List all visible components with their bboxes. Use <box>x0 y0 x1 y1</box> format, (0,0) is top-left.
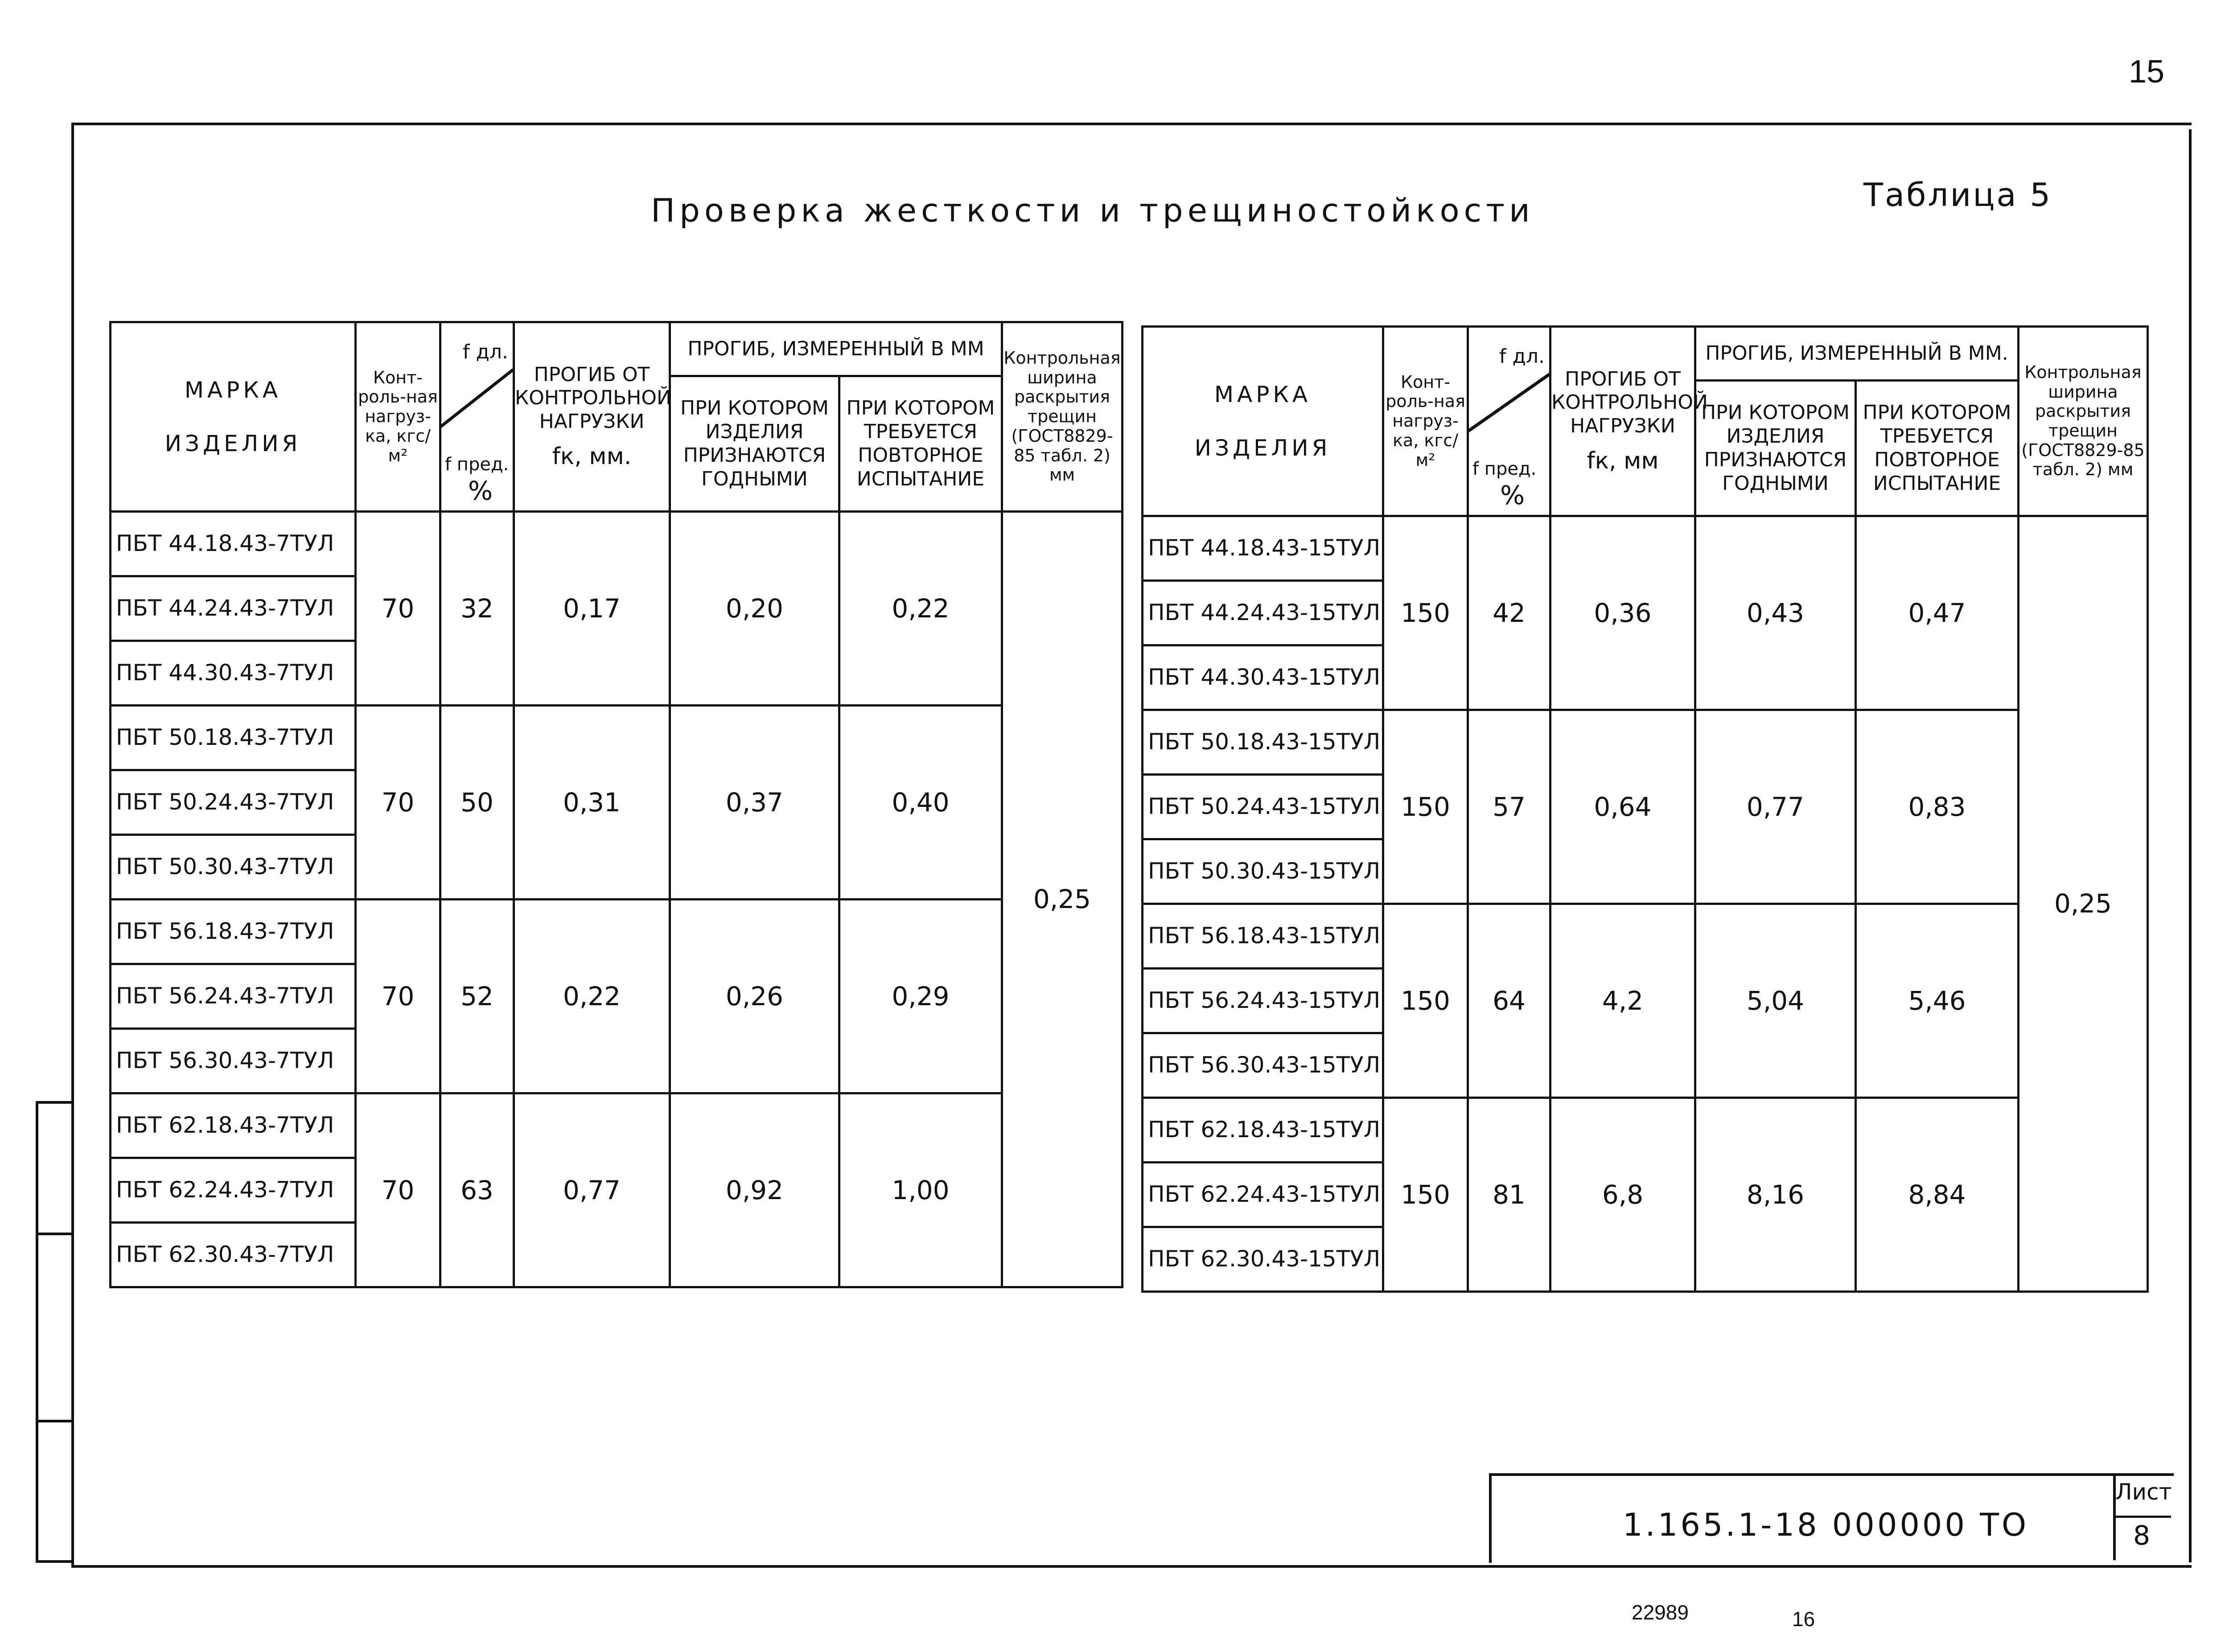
percent-value: 81 <box>1468 1098 1550 1292</box>
header-measured: ПРОГИБ, ИЗМЕРЕННЫЙ В ММ <box>670 322 1002 376</box>
table-row <box>111 706 1123 770</box>
product-mark: ПБТ 56.30.43-7ТУЛ <box>111 1029 356 1093</box>
deflection-fk-value: 6,8 <box>1550 1098 1695 1292</box>
header-measured: ПРОГИБ, ИЗМЕРЕННЫЙ В ММ. <box>1695 327 2019 381</box>
margin-stub-1 <box>36 1101 71 1104</box>
header-fit: ПРИ КОТОРОМ ИЗДЕЛИЯ ПРИЗНАЮТСЯ ГОДНЫМИ <box>670 376 839 512</box>
table-row <box>1143 516 2148 581</box>
deflection-fit-value: 0,77 <box>1695 710 1856 904</box>
product-mark: ПБТ 50.24.43-7ТУЛ <box>111 770 356 835</box>
control-load-value: 70 <box>356 706 440 900</box>
percent-value: 32 <box>440 512 514 706</box>
deflection-retest-value: 0,40 <box>839 706 1002 900</box>
margin-stub-3 <box>36 1420 71 1422</box>
deflection-retest-value: 0,22 <box>839 512 1002 706</box>
deflection-fit-value: 0,20 <box>670 512 839 706</box>
deflection-fit-value: 0,43 <box>1695 516 1856 710</box>
margin-stub-2 <box>36 1233 71 1235</box>
product-mark: ПБТ 44.18.43-15ТУЛ <box>1143 516 1383 581</box>
percent-value: 52 <box>440 900 514 1093</box>
product-mark: ПБТ 50.30.43-15ТУЛ <box>1143 839 1383 904</box>
page-number: 15 <box>2129 54 2165 90</box>
header-retest: ПРИ КОТОРОМ ТРЕБУЕТСЯ ПОВТОРНОЕ ИСПЫТАНИЕ <box>1856 381 2019 516</box>
header-crack-width: Контрольная ширина раскрытия трещин (ГОСТ8829-85 табл. 2) мм <box>2019 327 2148 516</box>
deflection-fit-value: 5,04 <box>1695 904 1856 1098</box>
header-mark: МАРКА ИЗДЕЛИЯ <box>1143 327 1383 516</box>
control-load-value: 150 <box>1383 904 1468 1098</box>
table-row <box>111 1093 1123 1158</box>
percent-value: 57 <box>1468 710 1550 904</box>
control-load-value: 150 <box>1383 1098 1468 1292</box>
table-row <box>1143 904 2148 969</box>
product-mark: ПБТ 62.18.43-15ТУЛ <box>1143 1098 1383 1163</box>
right-table <box>1141 325 2149 1293</box>
product-mark: ПБТ 44.24.43-7ТУЛ <box>111 576 356 641</box>
percent-value: 42 <box>1468 516 1550 710</box>
header-f-ratio: f дл. f пред. % <box>1468 327 1550 516</box>
deflection-retest-value: 5,46 <box>1856 904 2019 1098</box>
product-mark: ПБТ 44.18.43-7ТУЛ <box>111 512 356 576</box>
control-load-value: 70 <box>356 1093 440 1287</box>
crack-width-value: 0,25 <box>1002 512 1123 1287</box>
sheet-label: Лист <box>2115 1479 2172 1505</box>
product-mark: ПБТ 56.30.43-15ТУЛ <box>1143 1033 1383 1098</box>
product-mark: ПБТ 56.24.43-15ТУЛ <box>1143 969 1383 1033</box>
product-mark: ПБТ 50.18.43-7ТУЛ <box>111 706 356 770</box>
percent-value: 64 <box>1468 904 1550 1098</box>
header-control-load: Конт-роль-ная нагруз-ка, кгс/м² <box>356 322 440 512</box>
product-mark: ПБТ 50.24.43-15ТУЛ <box>1143 775 1383 839</box>
deflection-fk-value: 0,64 <box>1550 710 1695 904</box>
percent-value: 50 <box>440 706 514 900</box>
header-deflection-control: ПРОГИБ ОТ КОНТРОЛЬНОЙ НАГРУЗКИ fк, мм <box>1550 327 1695 516</box>
product-mark: ПБТ 50.18.43-15ТУЛ <box>1143 710 1383 775</box>
table-row <box>1143 710 2148 775</box>
control-load-value: 70 <box>356 512 440 706</box>
percent-value: 63 <box>440 1093 514 1287</box>
deflection-retest-value: 8,84 <box>1856 1098 2019 1292</box>
deflection-retest-value: 0,29 <box>839 900 1002 1093</box>
control-load-value: 150 <box>1383 710 1468 904</box>
product-mark: ПБТ 56.18.43-15ТУЛ <box>1143 904 1383 969</box>
deflection-fit-value: 8,16 <box>1695 1098 1856 1292</box>
frame-right-edge <box>2189 129 2192 1562</box>
header-f-ratio: f дл. f пред. % <box>440 322 514 512</box>
header-retest: ПРИ КОТОРОМ ТРЕБУЕТСЯ ПОВТОРНОЕ ИСПЫТАНИЕ <box>839 376 1002 512</box>
control-load-value: 150 <box>1383 516 1468 710</box>
product-mark: ПБТ 62.24.43-15ТУЛ <box>1143 1163 1383 1227</box>
deflection-retest-value: 1,00 <box>839 1093 1002 1287</box>
header-deflection-control: ПРОГИБ ОТ КОНТРОЛЬНОЙ НАГРУЗКИ fк, мм. <box>514 322 670 512</box>
deflection-fk-value: 0,17 <box>514 512 670 706</box>
deflection-fit-value: 0,37 <box>670 706 839 900</box>
deflection-fk-value: 0,36 <box>1550 516 1695 710</box>
deflection-fk-value: 0,77 <box>514 1093 670 1287</box>
footer-number-right: 16 <box>1792 1607 1815 1631</box>
header-control-load: Конт-роль-ная нагруз-ка, кгс/м² <box>1383 327 1468 516</box>
product-mark: ПБТ 56.18.43-7ТУЛ <box>111 900 356 964</box>
product-mark: ПБТ 62.18.43-7ТУЛ <box>111 1093 356 1158</box>
product-mark: ПБТ 44.24.43-15ТУЛ <box>1143 581 1383 645</box>
product-mark: ПБТ 62.30.43-7ТУЛ <box>111 1223 356 1287</box>
product-mark: ПБТ 50.30.43-7ТУЛ <box>111 835 356 900</box>
deflection-retest-value: 0,47 <box>1856 516 2019 710</box>
control-load-value: 70 <box>356 900 440 1093</box>
deflection-fk-value: 4,2 <box>1550 904 1695 1098</box>
table-label: Таблица 5 <box>1863 176 2052 214</box>
header-mark: МАРКА ИЗДЕЛИЯ <box>111 322 356 512</box>
crack-width-value: 0,25 <box>2019 516 2148 1292</box>
deflection-fk-value: 0,22 <box>514 900 670 1093</box>
table-row <box>111 512 1123 576</box>
sheet-divider <box>2113 1516 2171 1518</box>
deflection-fit-value: 0,92 <box>670 1093 839 1287</box>
product-mark: ПБТ 44.30.43-15ТУЛ <box>1143 645 1383 710</box>
sheet-number: 8 <box>2133 1520 2151 1551</box>
margin-stub-vertical <box>36 1101 38 1563</box>
table-row <box>111 900 1123 964</box>
product-mark: ПБТ 56.24.43-7ТУЛ <box>111 964 356 1029</box>
deflection-fit-value: 0,26 <box>670 900 839 1093</box>
product-mark: ПБТ 44.30.43-7ТУЛ <box>111 641 356 706</box>
header-crack-width: Контрольная ширина раскрытия трещин (ГОСТ8829-85 табл. 2) мм <box>1002 322 1123 512</box>
document-code: 1.165.1-18 000000 ТО <box>1623 1507 2029 1543</box>
header-fit: ПРИ КОТОРОМ ИЗДЕЛИЯ ПРИЗНАЮТСЯ ГОДНЫМИ <box>1695 381 1856 516</box>
document-title: Проверка жесткости и трещиностойкости <box>651 192 1534 229</box>
product-mark: ПБТ 62.24.43-7ТУЛ <box>111 1158 356 1223</box>
product-mark: ПБТ 62.30.43-15ТУЛ <box>1143 1227 1383 1292</box>
deflection-fk-value: 0,31 <box>514 706 670 900</box>
margin-stub-4 <box>36 1560 71 1563</box>
footer-number-left: 22989 <box>1632 1601 1689 1624</box>
deflection-retest-value: 0,83 <box>1856 710 2019 904</box>
left-table <box>109 321 1123 1288</box>
table-row <box>1143 1098 2148 1163</box>
